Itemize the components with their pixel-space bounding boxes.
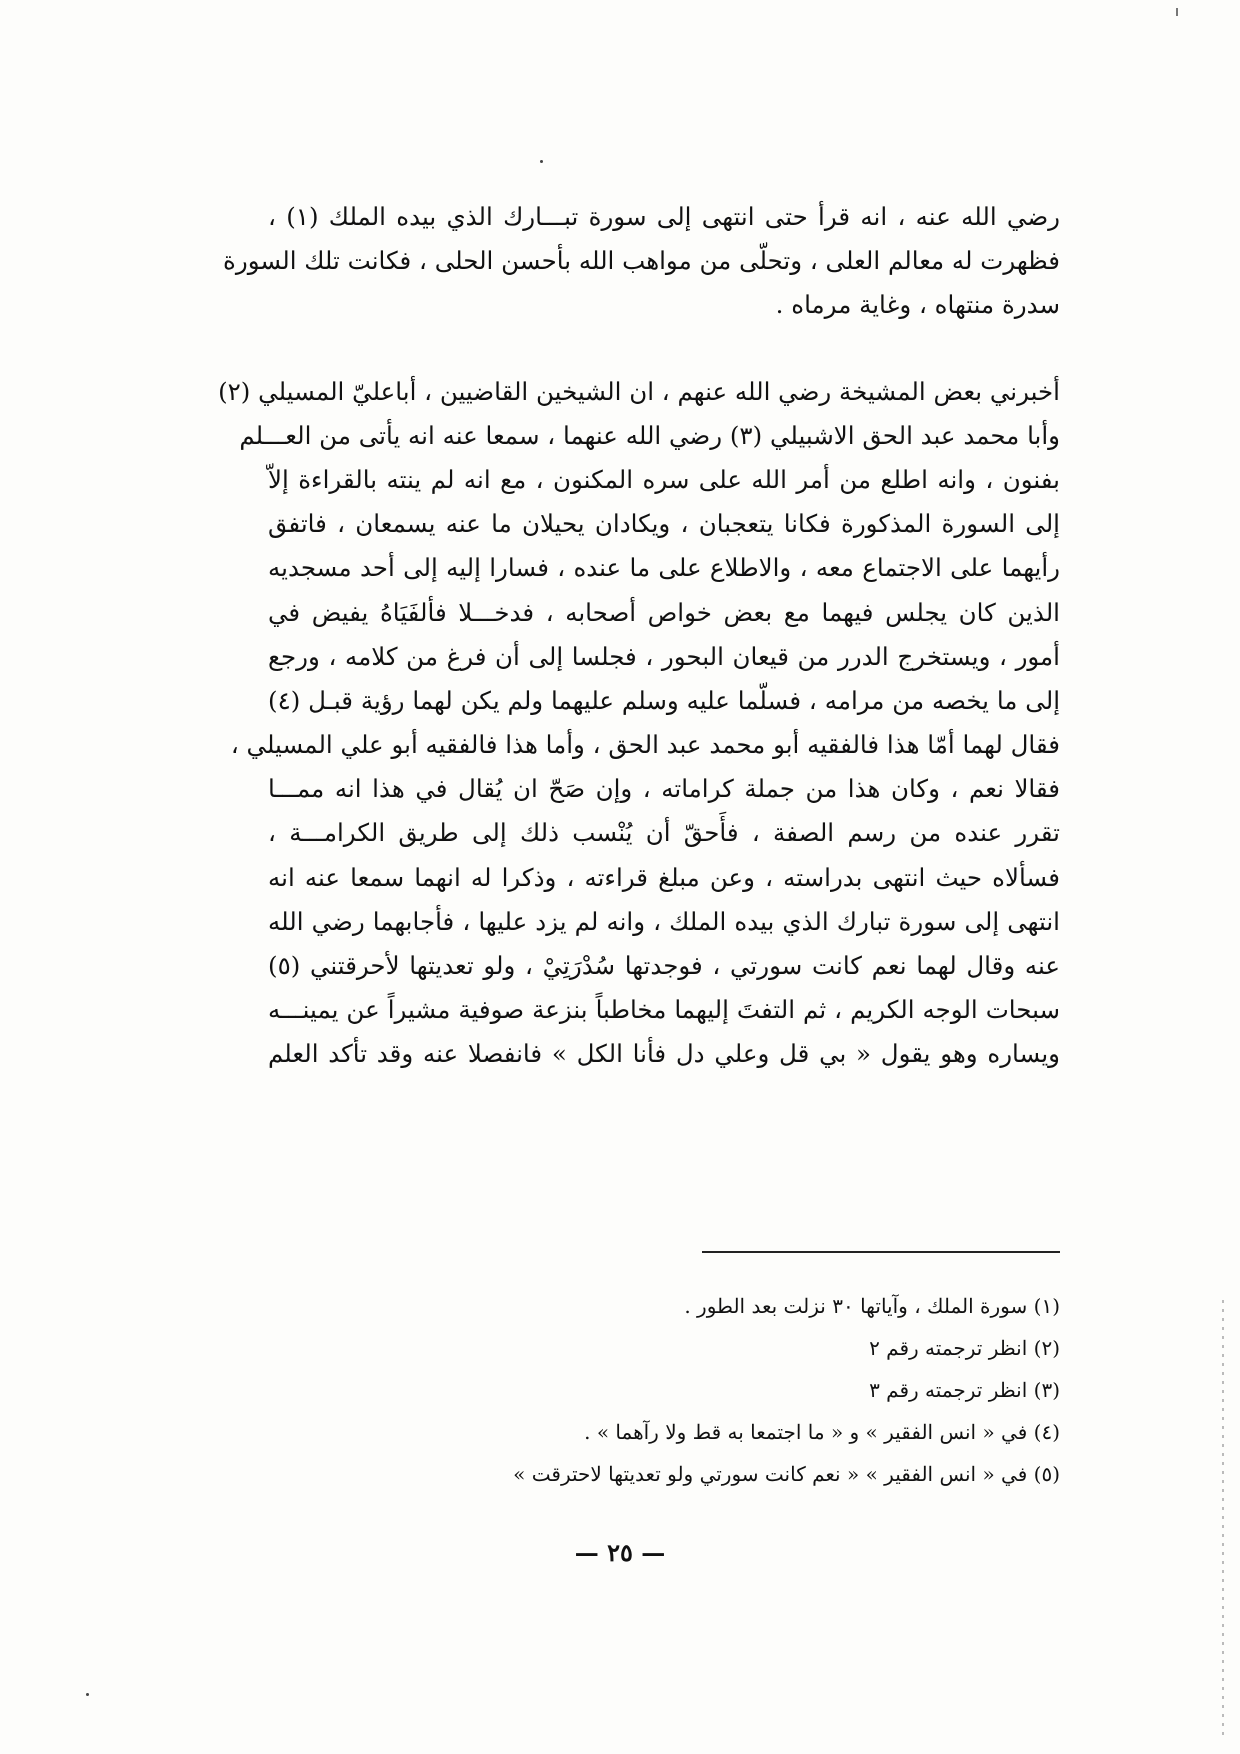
text-line: بفنون ، وانه اطلع من أمر الله على سره المكنون ، مع انه لم ينته بالقراءة إلاّ: [268, 464, 1060, 494]
text-line: أمور ، ويستخرج الدرر من قيعان البحور ، فجلسا إلى أن فرغ من كلامه ، ورجع: [268, 641, 1060, 671]
footnote: (٤) في « انس الفقير » و « ما اجتمعا به قط ولا رآهما » .: [584, 1420, 1060, 1444]
text-line: سبحات الوجه الكريم ، ثم التفتَ إليهما مخاطباً بنزعة صوفية مشيراً عن يمينـــه: [268, 995, 1060, 1025]
paragraph-gap: [268, 328, 1060, 370]
scan-speck: [1176, 8, 1178, 16]
text-line: ويساره وهو يقول « بي قل وعلي دل فأنا الكل » فانفصلا عنه وقد تأكد العلم: [268, 1039, 1060, 1069]
text-line: تقرر عنده من رسم الصفة ، فأَحقّ أن يُنْسب ذلك إلى طريق الكرامـــة ،: [268, 818, 1060, 848]
text-line: رضي الله عنه ، انه قرأ حتى انتهى إلى سورة تبـــارك الذي بيده الملك (١) ،: [268, 202, 1060, 231]
text-line: فقالا نعم ، وكان هذا من جملة كراماته ، وإن صَحّ ان يُقال في هذا انه ممـــا: [268, 774, 1060, 804]
text-line: وأبا محمد عبد الحق الاشبيلي (٣) رضي الله عنهما ، سمعا عنه انه يأتى من العـــلم: [239, 420, 1060, 450]
text-line: فظهرت له معالم العلى ، وتحلّى من مواهب الله بأحسن الحلى ، فكانت تلك السورة: [223, 246, 1060, 276]
footnote: (١) سورة الملك ، وآياتها ٣٠ نزلت بعد الطور .: [684, 1294, 1060, 1318]
footnote: (٣) انظر ترجمته رقم ٣: [869, 1378, 1060, 1402]
footnote: (٥) في « انس الفقير » « نعم كانت سورتي ولو تعديتها لاحترقت »: [513, 1462, 1060, 1486]
footnote: (٢) انظر ترجمته رقم ٢: [869, 1336, 1060, 1360]
scan-speck: [540, 160, 543, 163]
text-line: فقال لهما أمّا هذا فالفقيه أبو محمد عبد الحق ، وأما هذا فالفقيه أبو علي المسيلي ،: [230, 730, 1060, 760]
text-line: إلى السورة المذكورة فكانا يتعجبان ، ويكادان يحيلان ما عنه يسمعان ، فاتفق: [268, 509, 1060, 539]
text-line: إلى ما يخصه من مرامه ، فسلّما عليه وسلم عليهما ولم يكن لهما رؤية قبـل (٤): [268, 685, 1060, 715]
text-line: رأيهما على الاجتماع معه ، والاطلاع على ما عنده ، فسارا إليه إلى أحد مسجديه: [268, 553, 1060, 583]
page-number: — ٢٥ —: [574, 1538, 666, 1567]
text-line: أخبرني بعض المشيخة رضي الله عنهم ، ان الشيخين القاضيين ، أباعليّ المسيلي (٢): [218, 376, 1060, 406]
text-line: سدرة منتهاه ، وغاية مرماه .: [775, 290, 1060, 320]
text-line: عنه وقال لهما نعم كانت سورتي ، فوجدتها سُدْرَتِيْ ، ولو تعديتها لأحرقتني (٥): [268, 951, 1060, 980]
footnote-divider: [702, 1251, 1060, 1253]
text-line: فسألاه حيث انتهى بدراسته ، وعن مبلغ قراءته ، وذكرا له انهما سمعا عنه انه: [268, 862, 1060, 892]
scan-edge-artifact: [1222, 1300, 1224, 1740]
text-line: انتهى إلى سورة تبارك الذي بيده الملك ، وانه لم يزد عليها ، فأجابهما رضي الله: [268, 906, 1060, 936]
scan-speck: [86, 1693, 89, 1696]
footnotes: [330, 1285, 1060, 1495]
main-text: [218, 195, 1060, 1077]
text-line: الذين كان يجلس فيهما مع بعض خواص أصحابه ، فدخـــلا فألفَيَاهُ يفيض في: [268, 597, 1060, 627]
